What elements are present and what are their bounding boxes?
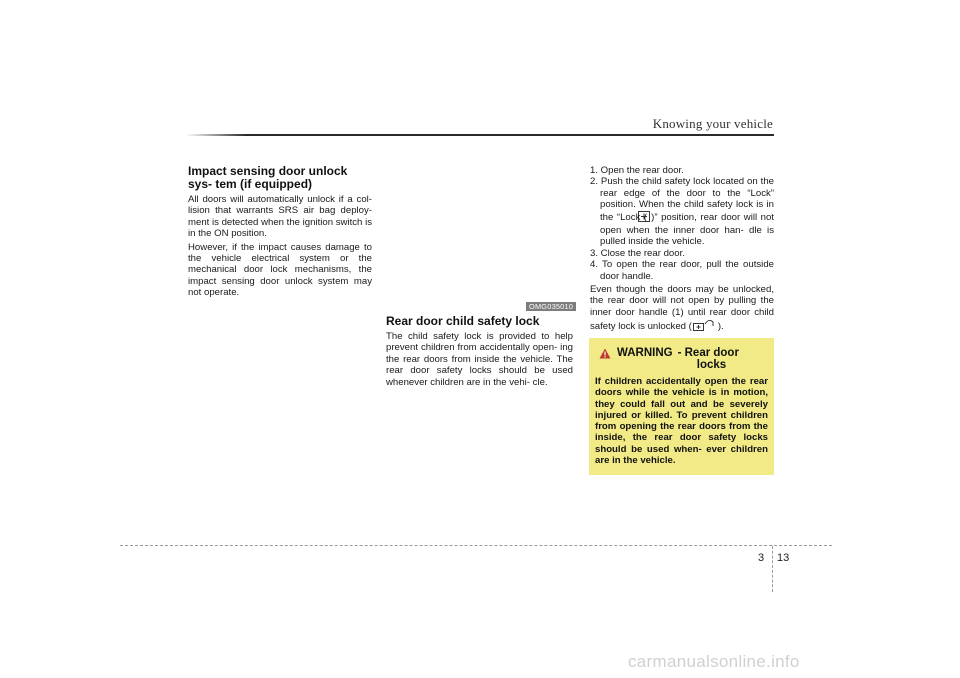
column-impact-sensing [188, 165, 372, 301]
page-number-divider [772, 546, 773, 592]
warning-box [589, 338, 774, 475]
section-header-title: Knowing your vehicle [652, 116, 773, 131]
header-rule-fade [186, 134, 246, 136]
step-3: 3. Close the rear door. [590, 247, 685, 259]
steps-list [590, 165, 774, 282]
warning-subtitle-line-2: locks [696, 359, 727, 371]
step-4: 4. To open the rear door, pull the outside door handle. [590, 259, 774, 282]
step-2-text-a: 2. Push the child safety lock located on the rear edge of the door to the “Lock” position. When the child safety lock is in the “Lock ( [590, 176, 774, 223]
figure-code-label: OMG035010 [526, 302, 576, 311]
column-child-lock [386, 315, 573, 390]
paragraph-child-lock: The child safety lock is provided to help prevent children from accidentally open- ing the rear doors from inside the vehicle. The rear door safety locks should be used whenever children are in the vehi- cle. [386, 331, 573, 388]
lock-position-icon [648, 211, 650, 225]
warning-subtitle: - Rear door [677, 347, 739, 359]
note-paragraph [590, 284, 774, 335]
warning-body: If children accidentally open the rear doors while the vehicle is in motion, they could fall out and be severely injured or killed. To prevent children from opening the rear doors from the inside, the rear door safety locks should be used when- ever children are in the vehicle. [595, 376, 768, 467]
warning-triangle-icon [599, 348, 611, 359]
paragraph-impact-1: All doors will automatically unlock if a col- lision that warrants SRS air bag deploy- ment is detected when the ignition switch is in the ON position. [188, 194, 372, 240]
page-number: 13 [777, 552, 790, 564]
note-text-b: ). [717, 321, 724, 333]
step-1: 1. Open the rear door. [590, 165, 684, 176]
watermark-text: carmanualsonline.info [628, 652, 800, 671]
heading-child-lock: Rear door child safety lock [386, 314, 540, 328]
step-2-text-b: )” position, rear door will not open when the inner door han- dle is pulled inside the vehicle. [600, 211, 774, 248]
unlock-position-icon [693, 318, 717, 334]
paragraph-impact-2: However, if the impact causes damage to the vehicle electrical system or the mechanical door lock mechanisms, the impact sensing door unlock system may not operate. [188, 241, 372, 299]
warning-title: WARNING [617, 347, 673, 359]
header-rule [186, 134, 774, 136]
heading-impact-sensing: Impact sensing door unlock sys- tem (if equipped) [188, 164, 348, 191]
footer-rule [120, 545, 832, 546]
step-2 [590, 176, 774, 247]
column-steps [590, 165, 774, 337]
note-text-a: Even though the doors may be unlocked, the rear door will not open by pulling the inner door handle (1) until rear door child safety lock is unlocked ( [590, 284, 774, 333]
chapter-number: 3 [758, 552, 765, 564]
warning-header [595, 347, 768, 359]
